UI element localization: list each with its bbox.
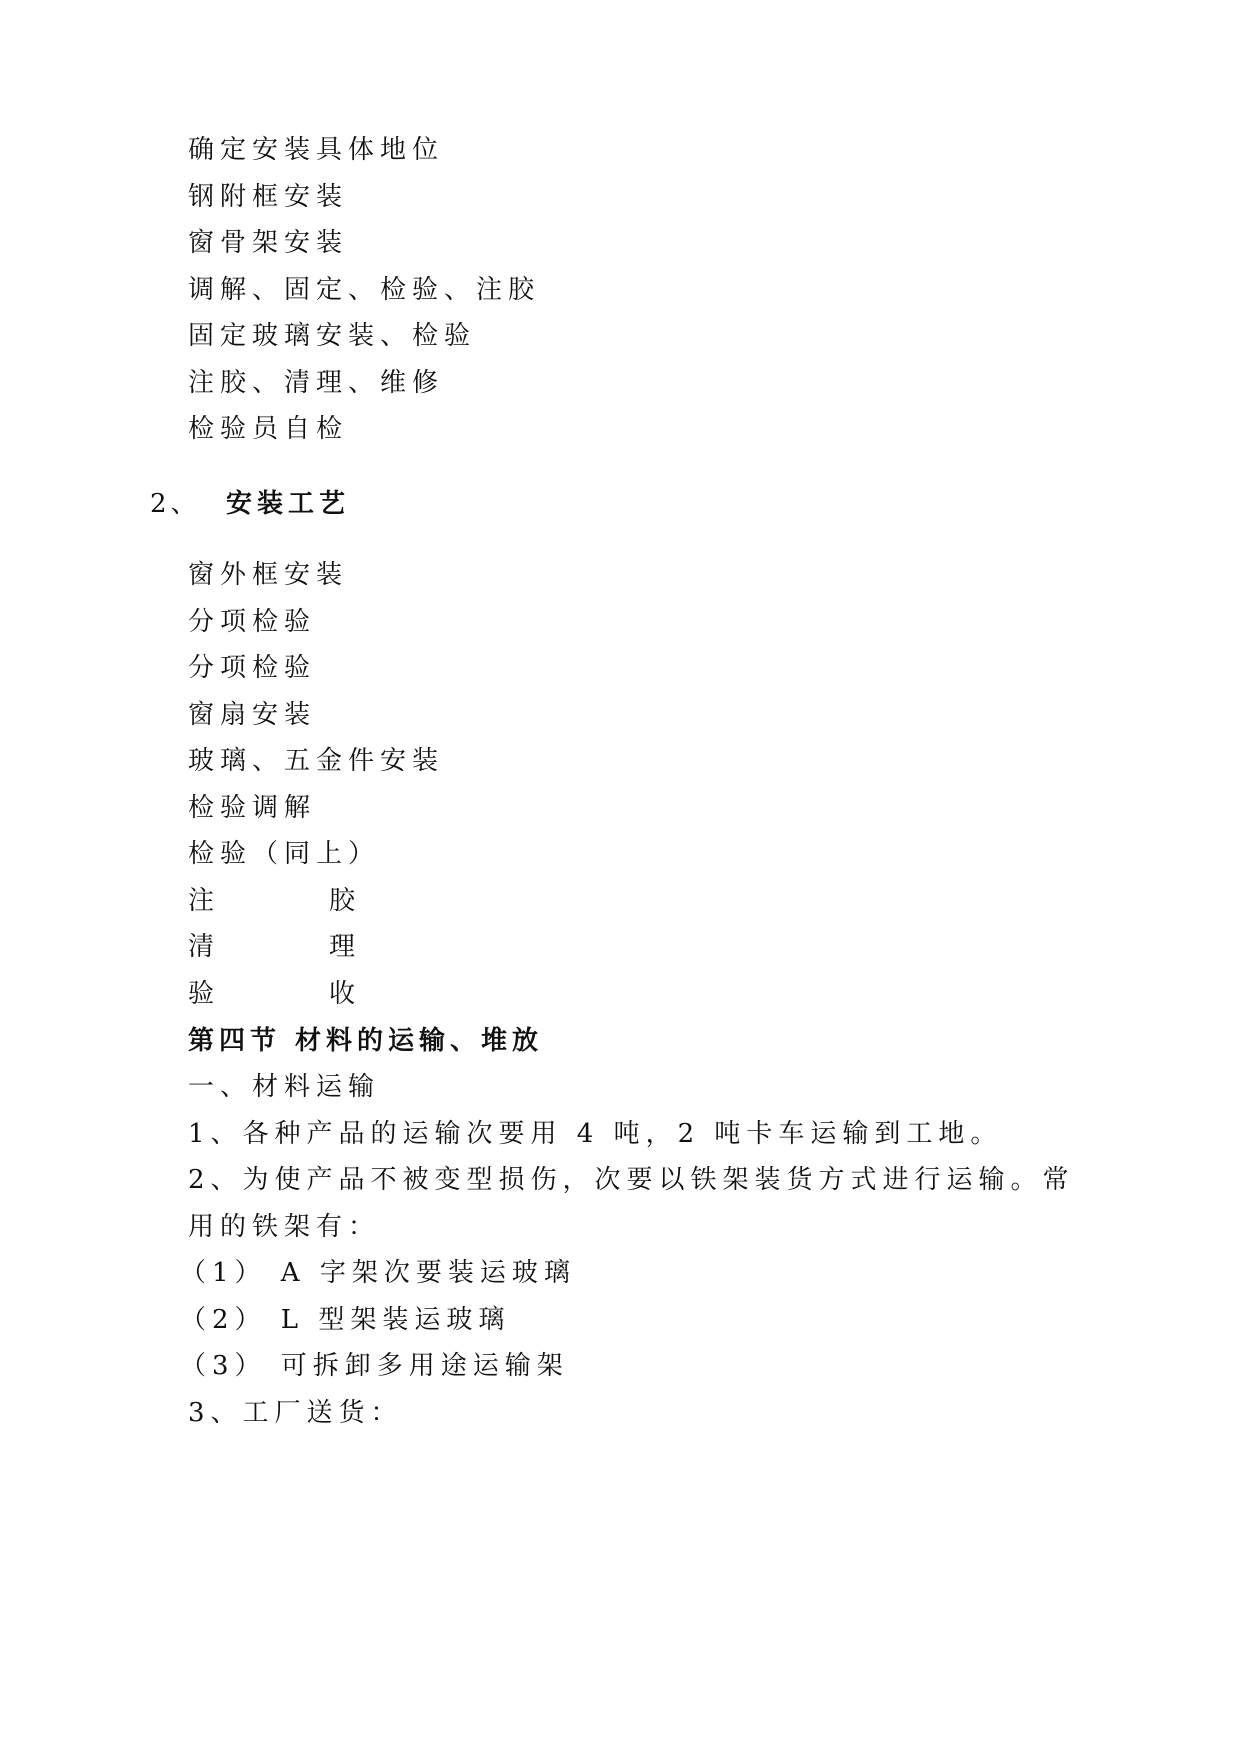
spaced-step-right: 胶 [329,886,356,916]
process-step-5: 固定玻璃安装、检验 [188,321,477,351]
spaced-step-left: 验 [188,979,215,1009]
install-step-5: 玻璃、五金件安装 [188,746,445,776]
spaced-step-2 [188,930,388,964]
rack-item-1: （1） A 字架次要装运玻璃 [180,1258,576,1288]
rack-item-3: （3） 可拆卸多用途运输架 [180,1351,569,1381]
section-title: 第四节 材料的运输、堆放 [188,1026,544,1056]
install-step-6: 检验调解 [188,793,317,823]
heading-number: 2、 [150,489,201,519]
paragraph-3: 3、工厂送货： [188,1398,403,1428]
install-step-2: 分项检验 [188,607,317,637]
subsection-title: 一、材料运输 [188,1072,381,1102]
process-step-1: 确定安装具体地位 [188,135,445,165]
process-step-7: 检验员自检 [188,414,349,444]
process-step-4: 调解、固定、检验、注胶 [188,275,541,305]
install-step-3: 分项检验 [188,653,317,683]
rack-item-2: （2） L 型架装运玻璃 [180,1305,511,1335]
paragraph-2: 2、为使产品不被变型损伤，次要以铁架装货方式进行运输。常 [188,1165,1075,1195]
spaced-step-3 [188,977,388,1011]
paragraph-1: 1、各种产品的运输次要用 4 吨，2 吨卡车运输到工地。 [188,1119,1003,1149]
install-step-7: 检验（同上） [188,839,381,869]
spaced-step-1 [188,884,388,918]
spaced-step-left: 注 [188,886,215,916]
spaced-step-right: 收 [329,979,356,1009]
spaced-step-right: 理 [329,932,356,962]
spaced-step-left: 清 [188,932,215,962]
install-step-4: 窗扇安装 [188,700,317,730]
heading-title: 安装工艺 [226,489,351,519]
process-step-6: 注胶、清理、维修 [188,368,445,398]
process-step-2: 钢附框安装 [188,182,349,212]
install-step-1: 窗外框安装 [188,560,349,590]
paragraph-2-continued: 用的铁架有： [188,1212,381,1242]
process-step-3: 窗骨架安装 [188,228,349,258]
